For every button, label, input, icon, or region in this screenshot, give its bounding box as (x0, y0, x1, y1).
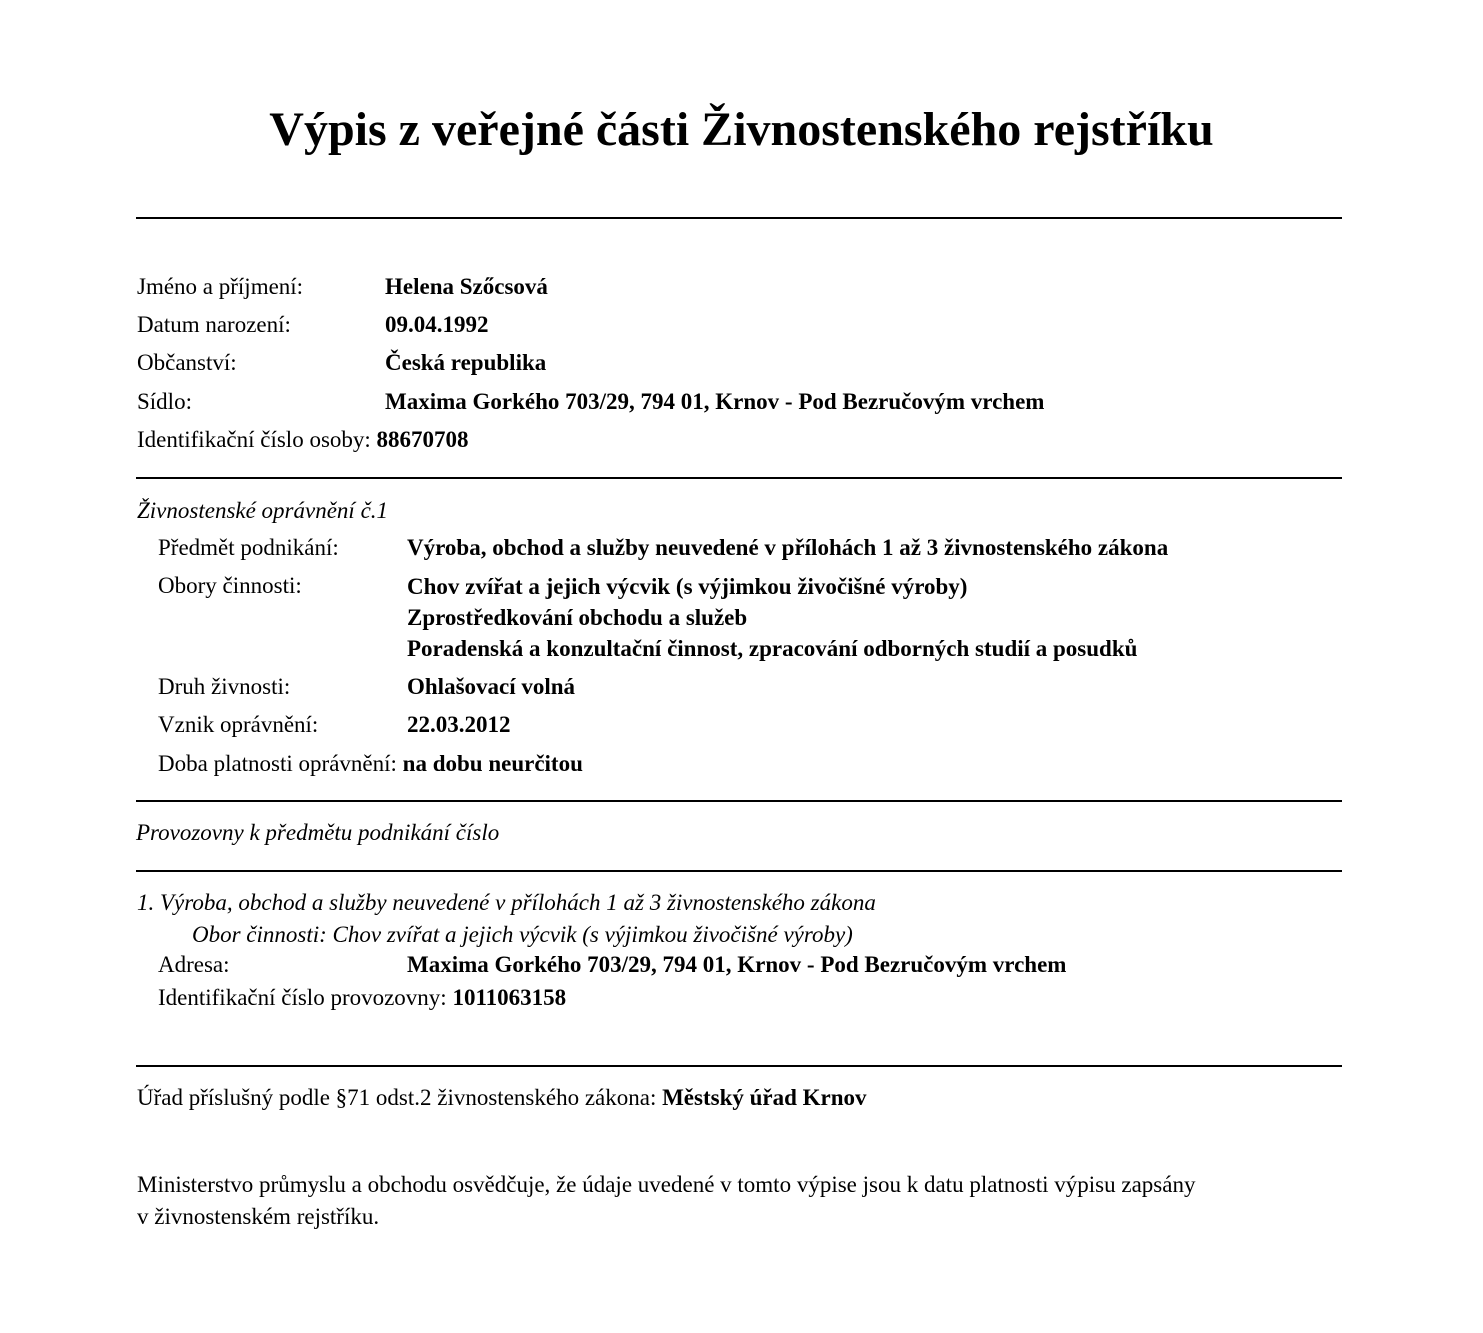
fields-label: Obory činnosti: (158, 573, 302, 598)
establishment-title: 1. Výroba, obchod a služby neuvedené v přílohách 1 až 3 živnostenského zákona (137, 890, 876, 915)
office-value: Městský úřad Krnov (662, 1085, 867, 1110)
fields-list (407, 571, 1137, 664)
subject-label: Předmět podnikání: (158, 535, 339, 560)
citizenship-row (137, 348, 1337, 378)
origin-label: Vznik oprávnění: (158, 712, 319, 737)
establishment-id-row (158, 983, 566, 1013)
license-heading: Živnostenské oprávnění č.1 (137, 498, 389, 523)
document-title: Výpis z veřejné části Živnostenského rejstříku (269, 103, 1214, 156)
subject-value: Výroba, obchod a služby neuvedené v přílohách 1 až 3 živnostenského zákona (407, 535, 1169, 560)
name-row (137, 272, 1337, 302)
person-id-value: 88670708 (376, 427, 469, 452)
divider (136, 1065, 1342, 1067)
field-item: Chov zvířat a jejich výcvik (s výjimkou živočišné výroby) (407, 574, 968, 599)
certification-line-1: Ministerstvo průmyslu a obchodu osvědčuje, že údaje uvedené v tomto výpise jsou k datu platnosti výpisu zapsány (137, 1172, 1196, 1197)
divider (136, 870, 1342, 872)
fields-row (158, 571, 408, 601)
subject-row (158, 533, 1338, 563)
field-item: Zprostředkování obchodu a služeb (407, 605, 748, 630)
name-value: Helena Szőcsová (385, 274, 548, 299)
origin-value: 22.03.2012 (407, 712, 511, 737)
validity-label: Doba platnosti oprávnění: (158, 751, 403, 776)
divider (136, 477, 1342, 479)
person-id-row (137, 425, 469, 455)
divider (136, 800, 1342, 802)
name-label: Jméno a příjmení: (137, 274, 304, 299)
origin-row (158, 710, 1338, 740)
validity-row (158, 749, 583, 779)
birth-row (137, 310, 1337, 340)
seat-label: Sídlo: (137, 389, 192, 414)
birth-value: 09.04.1992 (385, 312, 489, 337)
type-value: Ohlašovací volná (407, 674, 576, 699)
validity-value: na dobu neurčitou (402, 751, 583, 776)
birth-label: Datum narození: (137, 312, 291, 337)
person-id-label: Identifikační číslo osoby: (137, 427, 377, 452)
type-label: Druh živnosti: (158, 674, 291, 699)
establishments-heading: Provozovny k předmětu podnikání číslo (136, 820, 500, 845)
establishment-field: Obor činnosti: Chov zvířat a jejich výcvik (s výjimkou živočišné výroby) (192, 922, 853, 947)
type-row (158, 672, 1338, 702)
office-label: Úřad příslušný podle §71 odst.2 živnostenského zákona: (137, 1085, 663, 1110)
establishment-id-value: 1011063158 (452, 985, 567, 1010)
address-value: Maxima Gorkého 703/29, 794 01, Krnov - Pod Bezručovým vrchem (407, 952, 1067, 977)
field-item: Poradenská a konzultační činnost, zpracování odborných studií a posudků (407, 636, 1138, 661)
certification-line-2: v živnostenském rejstříku. (137, 1204, 380, 1229)
establishment-id-label: Identifikační číslo provozovny: (158, 985, 453, 1010)
citizenship-value: Česká republika (385, 350, 547, 375)
address-label: Adresa: (158, 952, 230, 977)
citizenship-label: Občanství: (137, 350, 237, 375)
divider (136, 217, 1342, 219)
seat-row (137, 387, 1337, 417)
seat-value: Maxima Gorkého 703/29, 794 01, Krnov - Pod Bezručovým vrchem (385, 389, 1045, 414)
office-row (137, 1083, 867, 1113)
address-row (158, 950, 1338, 980)
